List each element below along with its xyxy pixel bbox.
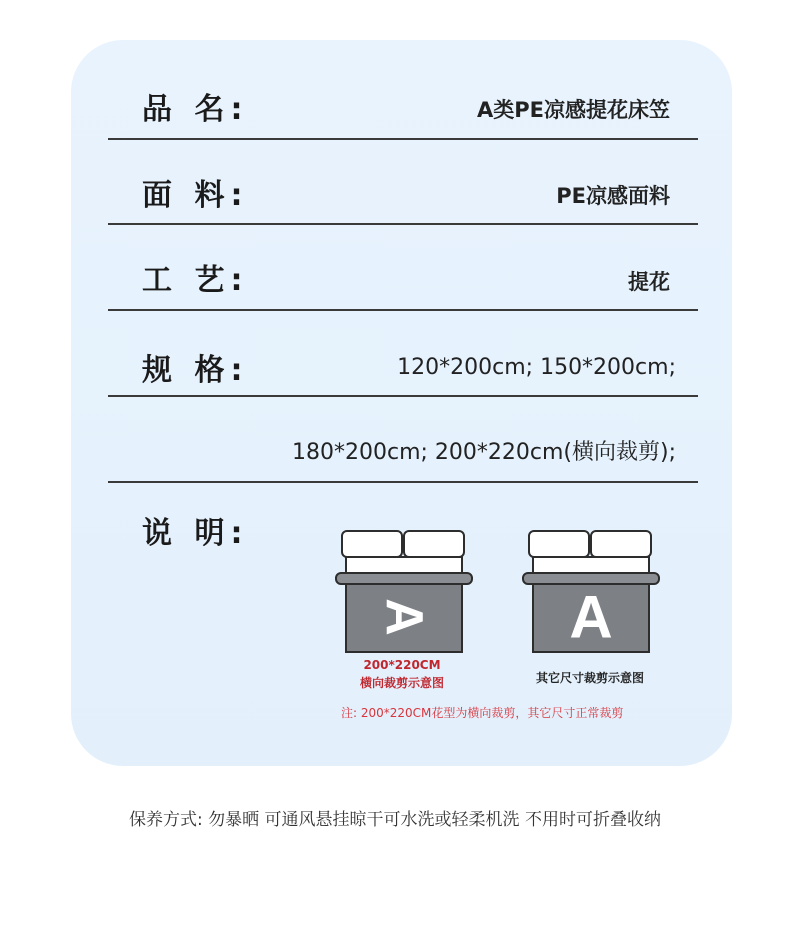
row-spec-continued — [108, 397, 698, 483]
diagram-letter: A — [569, 583, 613, 651]
cut-note: 注: 200*220CM花型为横向裁剪，其它尺寸正常裁剪 — [341, 706, 624, 720]
desc-label: 说 明: — [142, 516, 249, 551]
horizontal-cut-diagram — [334, 528, 474, 654]
care-instructions: 保养方式: 勿暴晒 可通风悬挂晾干可水洗或轻柔机洗 不用时可折叠收纳 — [129, 810, 661, 830]
normal-cut-diagram — [521, 528, 661, 654]
fabric-value: PE凉感面料 — [556, 184, 670, 208]
spec-label: 规 格: — [142, 353, 249, 388]
horizontal-cut-title: 横向裁剪示意图 — [359, 676, 444, 690]
craft-label: 工 艺: — [142, 263, 249, 298]
horizontal-cut-caption — [322, 656, 482, 692]
row-product-name — [108, 60, 698, 140]
row-fabric — [108, 140, 698, 225]
row-craft — [108, 225, 698, 311]
spec-value-line1: 120*200cm; 150*200cm; — [397, 355, 676, 380]
spec-value-line2: 180*200cm; 200*220cm(横向裁剪); — [291, 440, 676, 465]
product-name-label: 品 名: — [142, 92, 249, 127]
horizontal-cut-size: 200*220CM — [363, 658, 441, 672]
fabric-label: 面 料: — [142, 178, 249, 213]
product-name-value: A类PE凉感提花床笠 — [477, 98, 670, 122]
row-spec — [108, 311, 698, 397]
diagram-letter-rotated: A — [375, 598, 433, 636]
normal-cut-caption: 其它尺寸裁剪示意图 — [535, 671, 644, 685]
craft-value: 提花 — [628, 270, 670, 294]
